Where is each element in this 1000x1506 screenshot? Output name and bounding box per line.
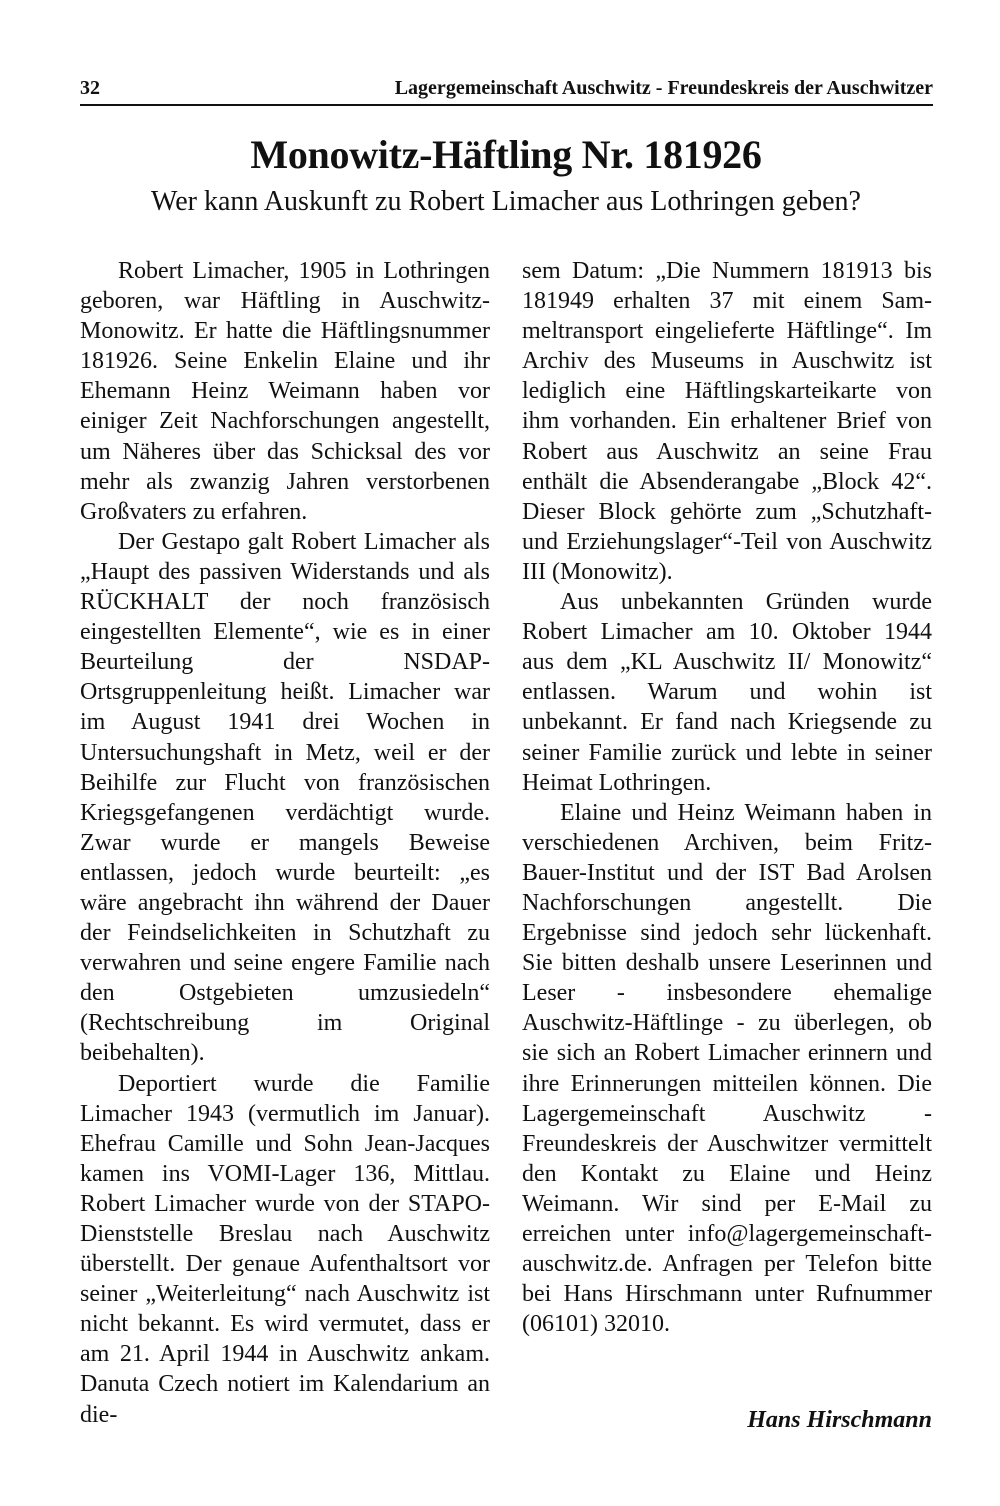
author-signature: Hans Hirschmann xyxy=(747,1407,932,1433)
paragraph-gestapo: Der Gestapo galt Robert Limacher als „Haupt des passiven Widerstands und als RÜCKHALT der noch französisch eingestellten Elemente“, wie es in einer Beurteilung der NSDAP-Ortsgruppenleitung heißt. Limacher war im August 1941 drei Wochen in Untersuchungshaft in Metz, weil er der Beihilfe zur Flucht von französischen Kriegsgefangenen verdächtigt wurde. Zwar wurde er mangels Beweise entlassen, jedoch wurde beurteilt: „es wäre angebracht ihn während der Dauer der Feindselichkeiten in Schutzhaft zu verwahren und seine engere Familie nach den Ostgebieten umzusiedeln“ (Rechtschreibung im Original beibehalten). xyxy=(80,528,490,1067)
article-subtitle: Wer kann Auskunft zu Robert Limacher aus Lothringen geben? xyxy=(151,186,861,217)
paragraph-intro: Robert Limacher, 1905 in Lothringen geboren, war Häftling in Auschwitz-Monowitz. Er hatte die Häftlingsnummer 181926. Seine Enkelin Elaine und ihr Ehemann Heinz Weimann haben vor einiger Zeit Nachforschungen angestellt, um Näheres über das Schicksal des vor mehr als zwanzig Jahren verstorbenen Großvaters zu erfahren. xyxy=(80,258,490,525)
right-column xyxy=(522,256,932,1339)
header-rule xyxy=(80,104,933,106)
paragraph-appeal: Elaine und Heinz Weimann haben in verschiedenen Archiven, beim Fritz-Bauer-Institut und der IST Bad Arolsen Nachforschungen angestellt. Die Ergebnisse sind jedoch sehr lückenhaft. Sie bitten deshalb unsere Leserinnen und Leser - insbesondere ehemalige Auschwitz-Häftlinge - zu überlegen, ob sie sich an Robert Limacher erinnern und ihre Erinnerungen mitteilen können. Die Lagergemeinschaft Auschwitz - Freundeskreis der Auschwitzer vermittelt den Kontakt zu Elaine und Heinz Weimann. Wir sind per E-Mail zu erreichen unter info@lagergemeinschaft-auschwitz.​de. Anfragen per Telefon bitte bei Hans Hirschmann unter Rufnummer (06101) 32010. xyxy=(522,799,932,1338)
running-title: Lagergemeinschaft Auschwitz - Freundeskreis der Auschwitzer xyxy=(394,77,933,99)
paragraph-deportation-continued: sem Datum: „Die Nummern 181913 bis 181949 erhalten 37 mit einem Sammeltransport eingelieferte Häftlinge“. Im Archiv des Museums in Auschwitz ist lediglich eine Häftlingskarteikarte von ihm vorhanden. Ein erhaltener Brief von Robert aus Auschwitz an seine Frau enthält die Absenderangabe „Block 42“. Dieser Block gehörte zum „Schutzhaft- und Erziehungslager“-Teil von Auschwitz III (Monowitz). xyxy=(522,258,932,585)
article-title: Monowitz-Häftling Nr. 181926 xyxy=(250,132,762,177)
left-column xyxy=(80,256,490,1430)
paragraph-deportation: Deportiert wurde die Familie Limacher 1943 (vermutlich im Januar). Ehefrau Camille und Sohn Jean-Jacques kamen ins VOMI-Lager 136, Mittlau. Robert Limacher wurde von der STAPO-Dienststelle Breslau nach Auschwitz überstellt. Der genaue Aufenthaltsort vor seiner „Weiterleitung“ nach Auschwitz ist nicht bekannt. Es wird vermutet, dass er am 21. April 1944 in Auschwitz ankam. Danuta Czech notiert im Kalendarium an die- xyxy=(80,1070,490,1428)
paragraph-release: Aus unbekannten Gründen wurde Robert Limacher am 10. Oktober 1944 aus dem „KL Auschwitz II/ Monowitz“ entlassen. Warum und wohin ist unbekannt. Er fand nach Kriegsende zu seiner Familie zurück und lebte in seiner Heimat Lothringen. xyxy=(522,589,932,796)
page-number: 32 xyxy=(80,77,100,99)
